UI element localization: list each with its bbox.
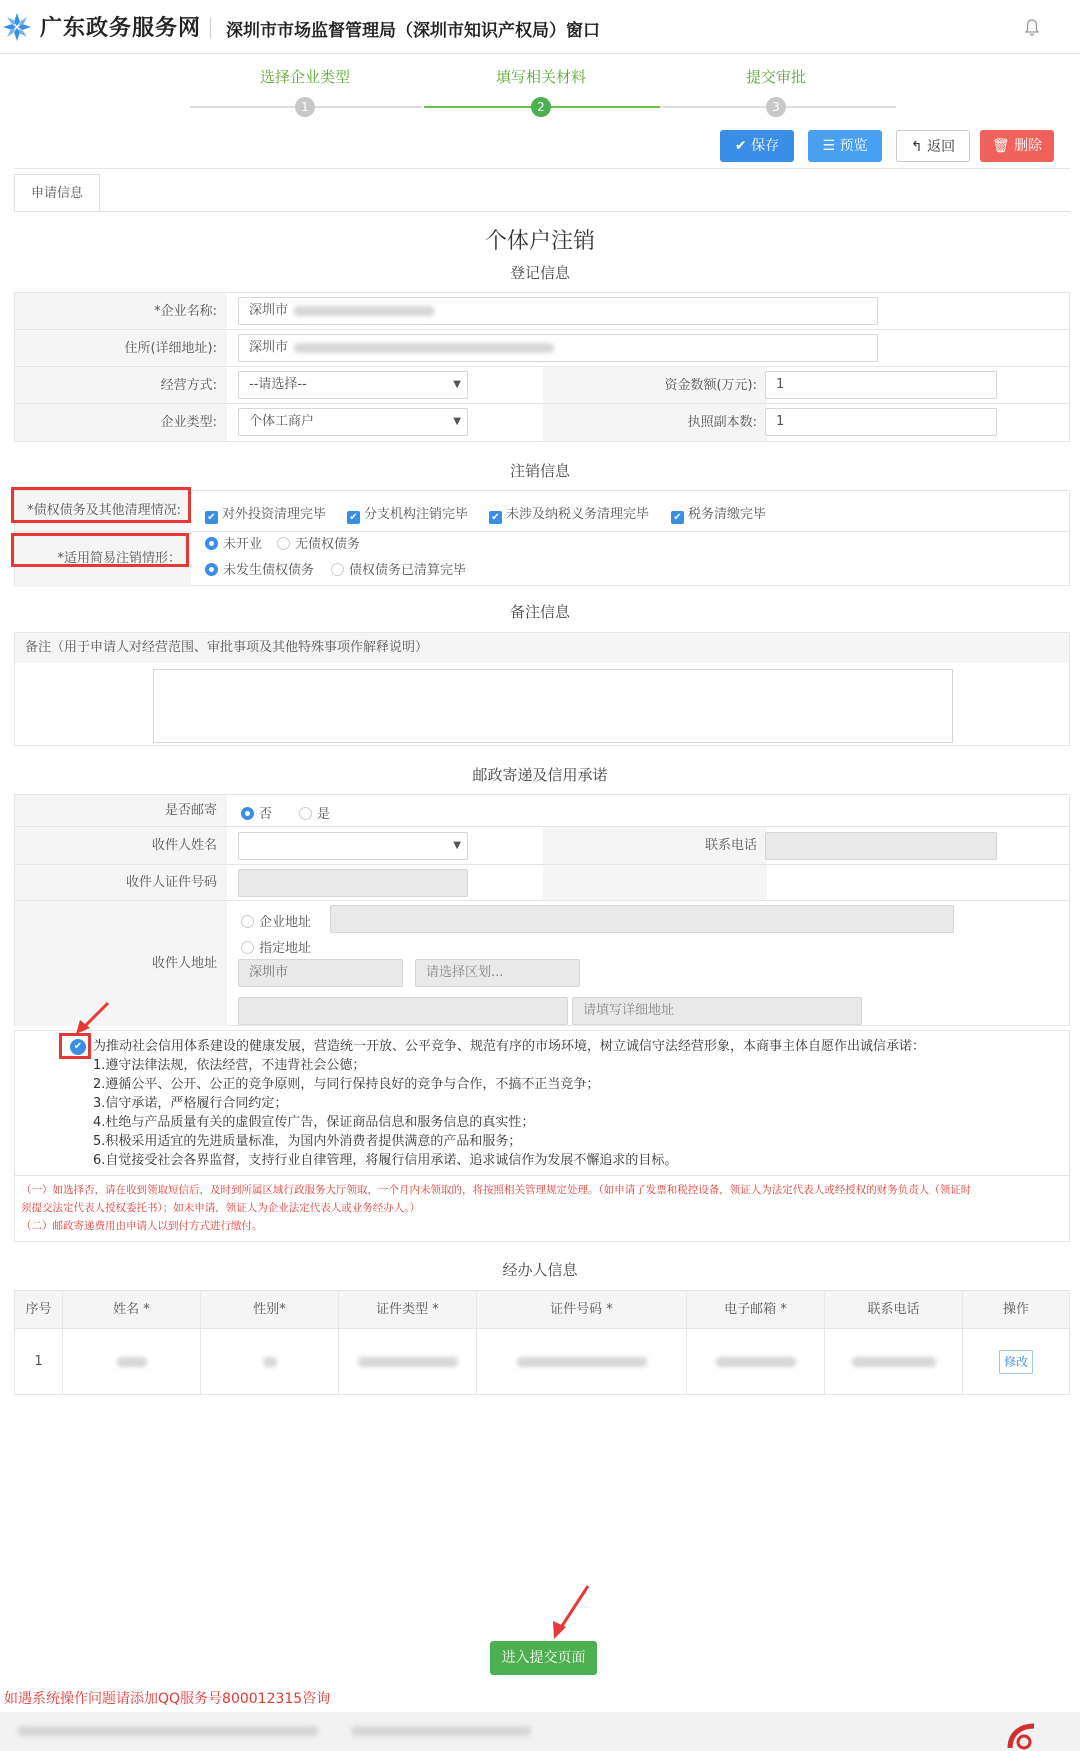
radio-empty-icon xyxy=(241,915,254,928)
redacted-text xyxy=(716,1357,796,1367)
tab-application-info[interactable]: 申请信息 xyxy=(14,174,100,212)
back-button[interactable]: ↰ 返回 xyxy=(896,130,970,162)
commitment-item-4: 4.杜绝与产品质量有关的虚假宣传广告，保证商品信息和服务信息的真实性； xyxy=(93,1115,535,1130)
th-index: 序号 xyxy=(15,1291,63,1329)
radio-empty-icon xyxy=(331,563,344,576)
note-pickup-cont: 须提交法定代表人授权委托书）；如未申请，领证人为企业法定代表人或业务经办人。） xyxy=(21,1202,420,1214)
th-phone: 联系电话 xyxy=(825,1291,963,1329)
footer-logo-icon xyxy=(1006,1722,1036,1751)
radio-not-opened[interactable] xyxy=(205,533,262,552)
street-input[interactable] xyxy=(238,997,568,1025)
type-select[interactable] xyxy=(238,408,468,436)
radio-debt-settled-label: 债权债务已清算完毕 xyxy=(349,563,467,578)
radio-not-opened-label: 未开业 xyxy=(223,537,263,552)
td-index: 1 xyxy=(15,1329,63,1395)
check-tax-paid[interactable] xyxy=(671,503,766,524)
checkbox-checked-icon: ✔ xyxy=(205,511,218,524)
step-dot-3[interactable]: 3 xyxy=(766,97,786,117)
type-label xyxy=(15,404,227,441)
footer-help-note: 如遇系统操作问题请添加QQ服务号800012315咨询 xyxy=(4,1691,331,1707)
radio-selected-icon xyxy=(205,537,218,550)
recipient-id-input[interactable] xyxy=(238,869,468,897)
td-id-number xyxy=(477,1329,687,1395)
simple-label-text: *适用简易注销情形： xyxy=(57,551,181,566)
recipient-id-label-text: 收件人证件号码 xyxy=(125,875,217,890)
commitment-item-5: 5.积极采用适宜的先进质量标准，为国内外消费者提供满意的产品和服务； xyxy=(93,1134,522,1149)
district-select[interactable] xyxy=(415,959,580,987)
note-pickup: （一）如选择否，请在收到领取短信后，及时到所属区域行政服务大厅领取，一个月内未领取的，将按照相关管理规定处理。（如申请了发票和税控设备，领证人为法定代表人或经授权的财务负责人（领证时 xyxy=(21,1184,972,1196)
row-mail xyxy=(15,795,1069,827)
capital-value: 1 xyxy=(776,377,785,392)
td-action xyxy=(963,1329,1069,1395)
row-type xyxy=(15,404,1069,441)
detail-address-placeholder: 请填写详细地址 xyxy=(583,1003,675,1018)
step-dot-2[interactable]: 2 xyxy=(531,97,551,117)
company-name-label-text: *企业名称: xyxy=(154,304,217,319)
th-id-number: 证件号码 * xyxy=(477,1291,687,1329)
radio-no-debt-occurred-label: 未发生债权债务 xyxy=(223,563,315,578)
company-name-label xyxy=(15,293,227,329)
highlight-box-commitment xyxy=(59,1033,91,1059)
td-id-type xyxy=(339,1329,477,1395)
radio-company-address-label: 企业地址 xyxy=(259,915,312,930)
tab-underline xyxy=(14,211,1070,212)
commitment-item-6: 6.自觉接受社会各界监督，支持行业自律管理，将履行信用承诺、追求诚信作为发展不懈追求的目标。 xyxy=(93,1153,678,1168)
capital-input[interactable] xyxy=(765,371,997,399)
remark-form xyxy=(14,632,1070,746)
check-tax-obligation-label: 未涉及纳税义务清理完毕 xyxy=(506,507,650,522)
register-form xyxy=(14,292,1070,442)
debt-label-text: *债权债务及其他清理情况: xyxy=(27,503,181,518)
window-title: 深圳市市场监督管理局（深圳市知识产权局）窗口 xyxy=(226,21,600,41)
radio-no-debt-occurred[interactable] xyxy=(205,559,314,578)
td-phone xyxy=(825,1329,963,1395)
phone-input[interactable] xyxy=(765,832,997,860)
city-value: 深圳市 xyxy=(249,965,289,980)
redacted-text xyxy=(351,1726,531,1736)
checkbox-checked-icon: ✔ xyxy=(489,511,502,524)
header-divider xyxy=(210,18,211,38)
radio-empty-icon xyxy=(299,807,312,820)
type-label-text: 企业类型: xyxy=(160,415,217,430)
mode-select-value: --请选择-- xyxy=(249,377,307,392)
top-header xyxy=(0,0,1080,54)
arrow-annotation-icon xyxy=(72,1000,112,1036)
cancel-row-divider xyxy=(15,531,1069,532)
company-name-input[interactable] xyxy=(238,297,878,325)
section-title-remark: 备注信息 xyxy=(509,603,570,621)
row-recipient-address xyxy=(15,901,1069,1026)
arrow-annotation-icon xyxy=(544,1583,594,1641)
company-name-value: 深圳市 xyxy=(249,303,289,318)
commitment-divider xyxy=(15,1175,1069,1176)
redacted-text xyxy=(294,343,554,353)
redacted-text xyxy=(117,1357,147,1367)
site-name[interactable]: 广东政务服务网 xyxy=(40,16,202,41)
row-mode xyxy=(15,367,1069,404)
bell-icon[interactable] xyxy=(1024,18,1040,36)
mode-label-text: 经营方式: xyxy=(160,378,217,393)
radio-empty-icon xyxy=(241,941,254,954)
type-select-value: 个体工商户 xyxy=(249,414,315,429)
radio-mail-yes[interactable] xyxy=(299,803,330,822)
radio-debt-settled[interactable] xyxy=(331,559,466,578)
th-name: 姓名 * xyxy=(63,1291,201,1329)
th-action: 操作 xyxy=(963,1291,1069,1329)
recipient-id-label xyxy=(15,865,227,900)
district-placeholder: 请选择区划... xyxy=(426,965,504,980)
row-company-name xyxy=(15,293,1069,330)
radio-mail-no[interactable] xyxy=(241,803,272,822)
remark-label: 备注（用于申请人对经营范围、审批事项及其他特殊事项作解释说明） xyxy=(15,633,1069,663)
td-email xyxy=(687,1329,825,1395)
radio-selected-icon xyxy=(241,807,254,820)
copies-label xyxy=(543,404,767,441)
redacted-text xyxy=(263,1357,277,1367)
recipient-select[interactable] xyxy=(238,832,468,860)
recipient-label-text: 收件人姓名 xyxy=(151,838,217,853)
redacted-text xyxy=(358,1357,458,1367)
th-gender: 性别* xyxy=(201,1291,339,1329)
check-investment[interactable] xyxy=(205,503,326,524)
agent-table xyxy=(14,1290,1070,1395)
phone-label-text: 联系电话 xyxy=(704,838,757,853)
radio-specified-address-label: 指定地址 xyxy=(259,941,312,956)
commitment-checkbox[interactable]: ✔ xyxy=(70,1039,86,1055)
address-label-text: 住所(详细地址): xyxy=(124,341,217,356)
commitment-intro: 为推动社会信用体系建设的健康发展，营造统一开放、公平竞争、规范有序的市场环境，树立诚信守法经营形象，本商事主体自愿作出诚信承诺： xyxy=(93,1039,926,1054)
section-title-register: 登记信息 xyxy=(509,264,570,282)
recipient-label xyxy=(15,827,227,864)
th-id-type: 证件类型 * xyxy=(339,1291,477,1329)
empty-label-cell xyxy=(543,865,767,900)
radio-mail-yes-label: 是 xyxy=(317,807,331,822)
save-button[interactable]: ✔ 保存 xyxy=(720,130,794,162)
checkbox-checked-icon: ✔ xyxy=(671,511,684,524)
step-dot-1[interactable]: 1 xyxy=(295,97,315,117)
copies-input[interactable] xyxy=(765,408,997,436)
step-label-3[interactable]: 提交审批 xyxy=(745,68,806,86)
section-title-cancel: 注销信息 xyxy=(509,462,570,480)
redacted-text xyxy=(18,1726,318,1736)
address-label xyxy=(15,330,227,366)
toolbar-divider xyxy=(14,168,1070,169)
city-input[interactable] xyxy=(238,959,403,987)
check-branch-label: 分支机构注销完毕 xyxy=(364,507,469,522)
mail-label xyxy=(15,795,227,826)
preview-button[interactable]: ☰ 预览 xyxy=(808,130,882,162)
section-title-agent: 经办人信息 xyxy=(502,1261,578,1279)
copies-value: 1 xyxy=(776,414,785,429)
commitment-item-3: 3.信守承诺，严格履行合同约定； xyxy=(93,1096,288,1111)
mode-select[interactable] xyxy=(238,371,468,399)
capital-label xyxy=(543,367,767,403)
check-branch[interactable] xyxy=(347,503,468,524)
mode-label xyxy=(15,367,227,403)
delete-button[interactable]: 🗑 删除 xyxy=(980,130,1054,162)
capital-label-text: 资金数额(万元): xyxy=(664,378,757,393)
radio-empty-icon xyxy=(277,537,290,550)
remark-textarea[interactable] xyxy=(153,669,953,743)
row-recipient-id xyxy=(15,865,1069,901)
radio-company-address[interactable] xyxy=(241,911,311,930)
td-name xyxy=(63,1329,201,1395)
check-tax-paid-label: 税务清缴完毕 xyxy=(688,507,767,522)
checkbox-checked-icon: ✔ xyxy=(347,511,360,524)
radio-specified-address[interactable] xyxy=(241,937,311,956)
copies-label-text: 执照副本数: xyxy=(687,415,757,430)
chevron-down-icon: ▼ xyxy=(453,840,461,851)
recipient-address-label xyxy=(15,901,227,1026)
radio-no-debt[interactable] xyxy=(277,533,360,552)
step-label-1[interactable]: 选择企业类型 xyxy=(259,68,350,86)
redacted-text xyxy=(852,1357,936,1367)
edit-agent-button[interactable]: 修改 xyxy=(999,1350,1033,1374)
chevron-down-icon: ▼ xyxy=(453,379,461,390)
mail-label-text: 是否邮寄 xyxy=(164,803,217,818)
row-recipient xyxy=(15,827,1069,865)
row-address xyxy=(15,330,1069,367)
th-email: 电子邮箱 * xyxy=(687,1291,825,1329)
redacted-text xyxy=(294,306,434,316)
phone-label xyxy=(543,827,767,864)
company-address-input[interactable] xyxy=(330,905,954,933)
redacted-text xyxy=(517,1357,647,1367)
step-label-2[interactable]: 填写相关材料 xyxy=(495,68,586,86)
check-tax-obligation[interactable] xyxy=(489,503,649,524)
section-title-postal: 邮政寄递及信用承诺 xyxy=(472,766,608,784)
radio-no-debt-label: 无债权债务 xyxy=(295,537,361,552)
commitment-item-2: 2.遵循公平、公开、公正的竞争原则，与同行保持良好的竞争与合作，不搞不正当竞争； xyxy=(93,1077,600,1092)
detail-address-input[interactable] xyxy=(572,997,862,1025)
highlight-box-debt xyxy=(11,487,191,523)
commitment-panel xyxy=(14,1030,1070,1242)
commitment-item-1: 1.遵守法律法规，依法经营，不违背社会公德； xyxy=(93,1058,366,1073)
check-investment-label: 对外投资清理完毕 xyxy=(222,507,327,522)
site-logo-icon xyxy=(2,12,32,42)
td-gender xyxy=(201,1329,339,1395)
address-value: 深圳市 xyxy=(249,340,289,355)
submit-page-button[interactable]: 进入提交页面 xyxy=(490,1641,597,1675)
radio-mail-no-label: 否 xyxy=(259,807,273,822)
highlight-box-simple xyxy=(11,533,189,567)
chevron-down-icon: ▼ xyxy=(453,416,461,427)
footer-bar xyxy=(0,1712,1080,1751)
radio-selected-icon xyxy=(205,563,218,576)
address-input[interactable] xyxy=(238,334,878,362)
page-title: 个体户注销 xyxy=(484,229,595,254)
recipient-address-label-text: 收件人地址 xyxy=(151,956,217,971)
postal-form xyxy=(14,794,1070,1026)
note-postage: （二）邮政寄递费用由申请人以到付方式进行缴付。 xyxy=(21,1220,263,1232)
